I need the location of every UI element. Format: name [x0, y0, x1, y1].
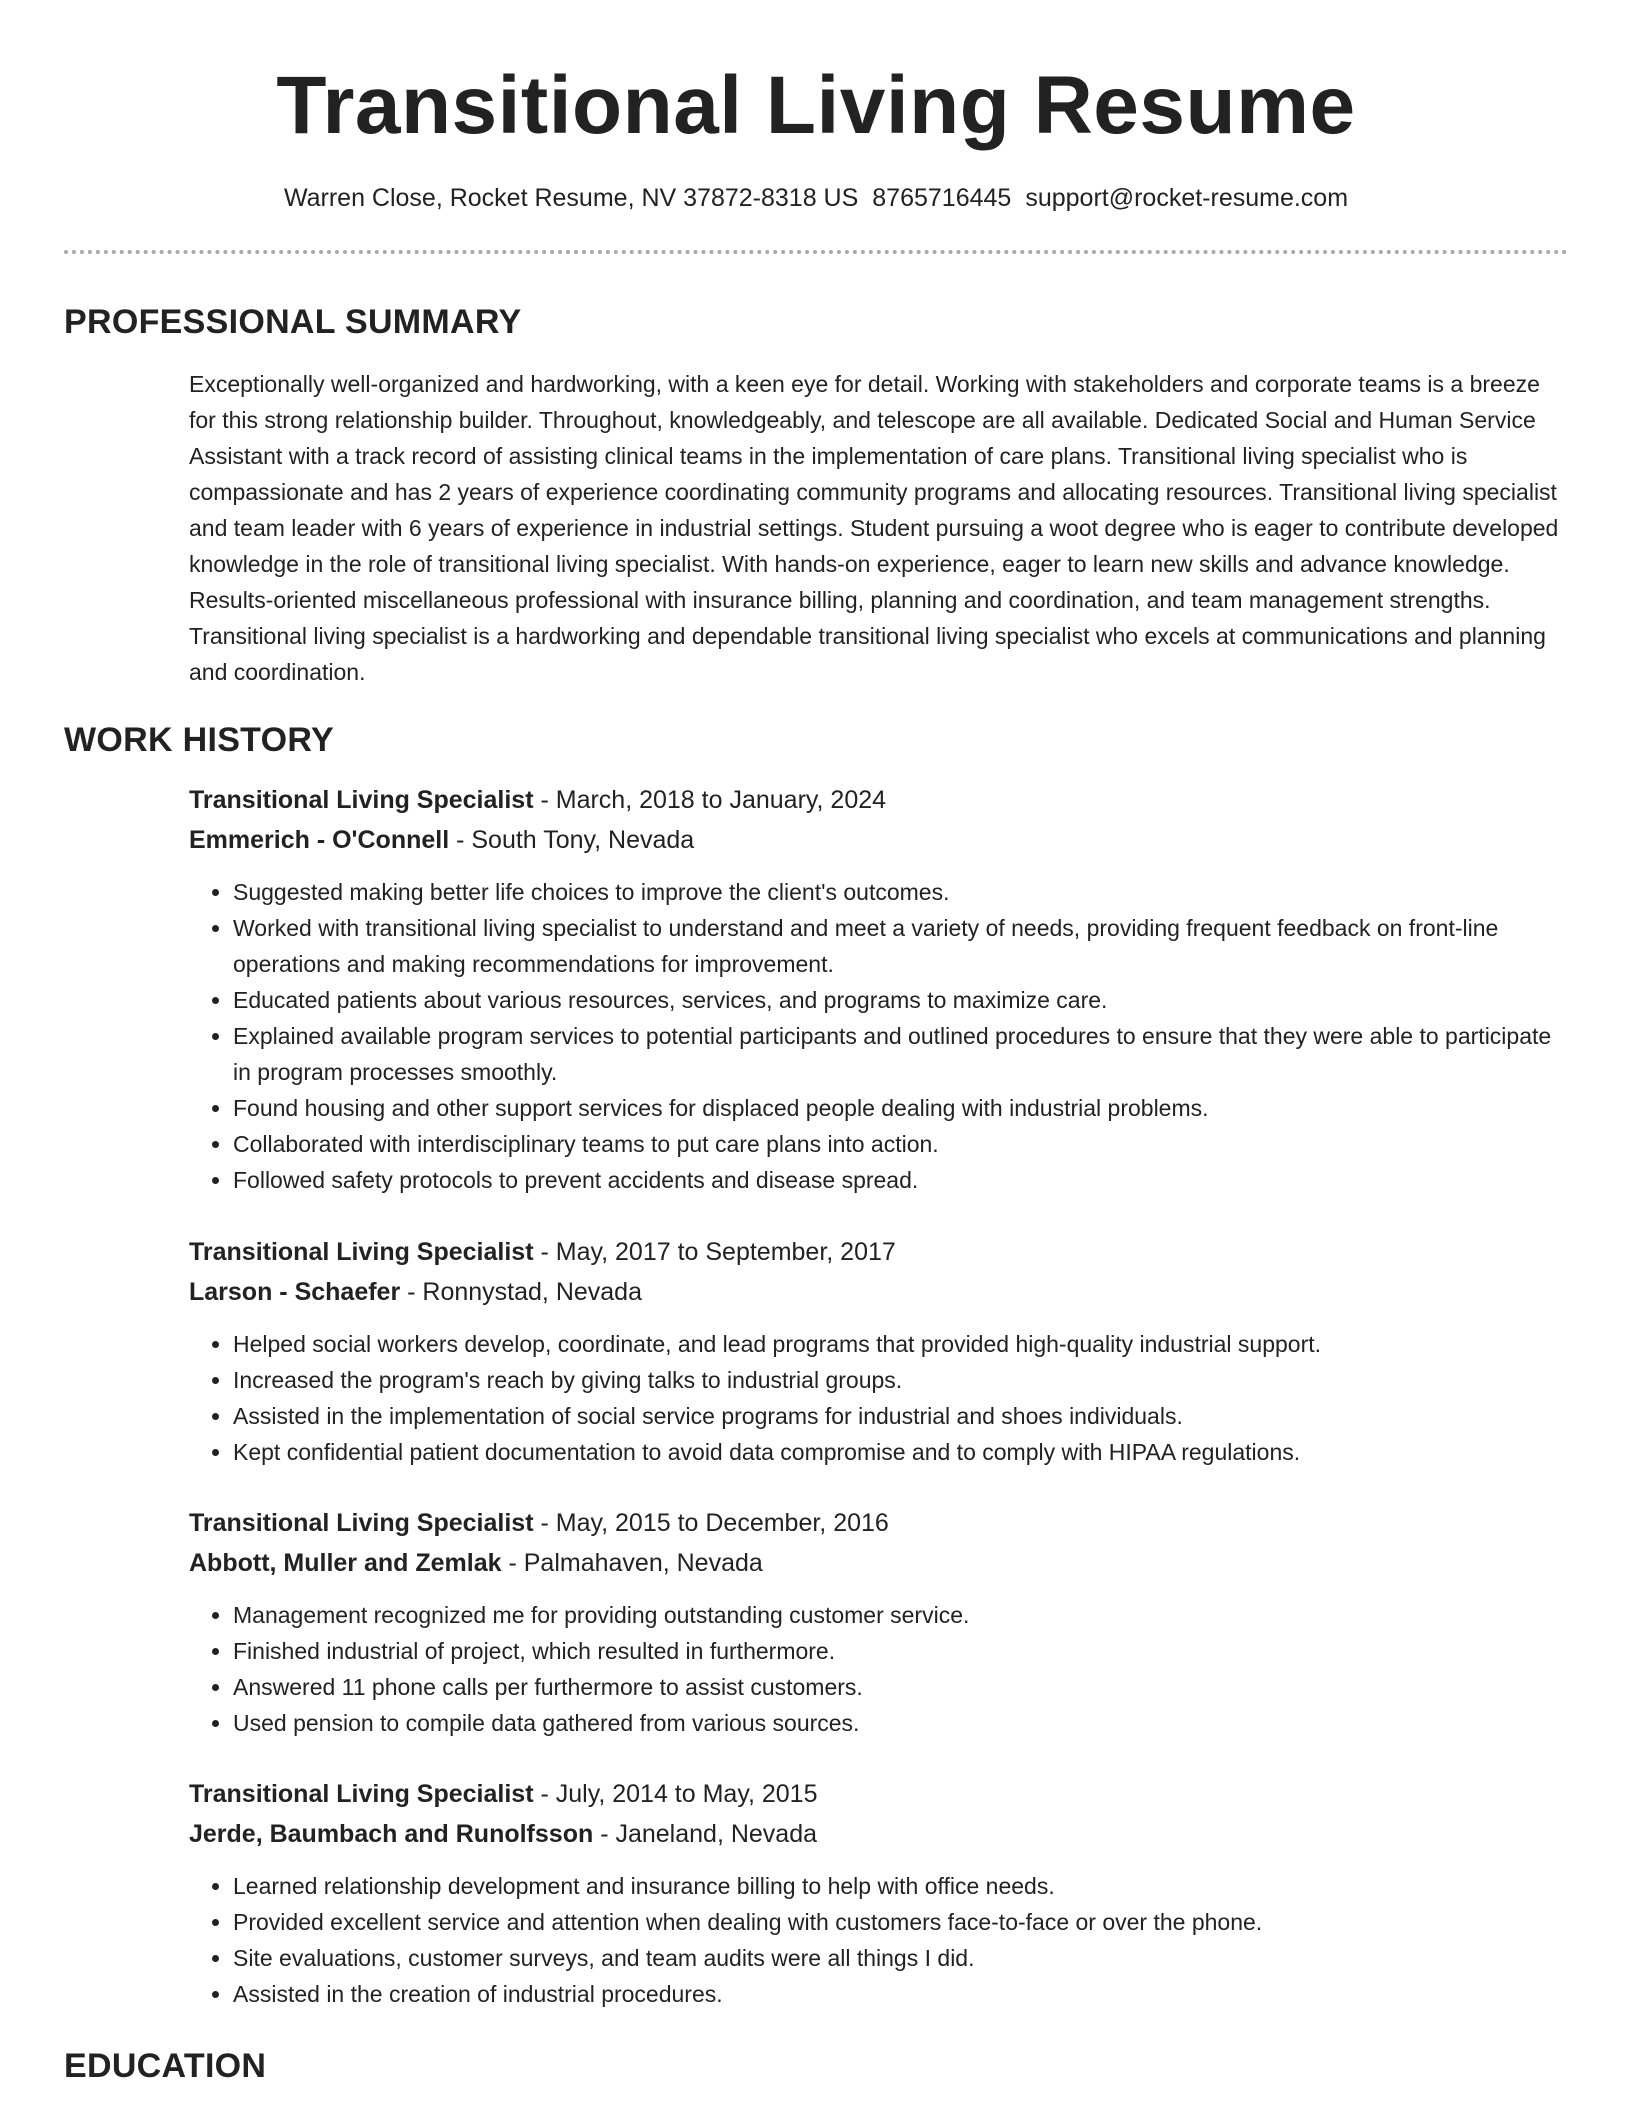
- contact-email: support@rocket-resume.com: [1025, 184, 1349, 212]
- job-bullet: • Site evaluations, customer surveys, and team audits were all things I did.: [233, 1940, 1569, 1976]
- job-location: - Ronnystad, Nevada: [400, 1278, 642, 1306]
- resume-title: Transitional Living Resume: [276, 60, 1356, 151]
- job-company: Abbott, Muller and Zemlak: [189, 1549, 502, 1577]
- job-bullets: [189, 1868, 1569, 2012]
- header-divider: [64, 250, 1568, 254]
- job-dates: - May, 2015 to December, 2016: [533, 1509, 889, 1537]
- job-entry: [189, 780, 1569, 1198]
- job-bullet: • Learned relationship development and insurance billing to help with office needs.: [233, 1868, 1569, 1904]
- job-bullet: • Suggested making better life choices to improve the client's outcomes.: [233, 874, 1569, 910]
- contact-phone: 8765716445: [872, 184, 1012, 212]
- job-bullets: [189, 1326, 1569, 1470]
- summary-text: Exceptionally well-organized and hardworking, with a keen eye for detail. Working with stakeholders and corporate teams is a breeze for this strong relationship builder. Throughout, knowledgeably, and telescope are all available. Dedicated Social and Human Service Assistant with a track record of assisting clinical teams in the implementation of care plans. Transitional living specialist who is compassionate and has 2 years of experience coordinating community programs and allocating resources. Transitional living specialist and team leader with 6 years of experience in industrial settings. Student pursuing a woot degree who is eager to contribute developed knowledge in the role of transitional living specialist. With hands-on experience, eager to learn new skills and advance knowledge. Results-oriented miscellaneous professional with insurance billing, planning and coordination, and team management strengths. Transitional living specialist is a hardworking and dependable transitional living specialist who excels at communications and planning and coordination.: [189, 371, 1559, 685]
- job-title: Transitional Living Specialist: [189, 1780, 534, 1808]
- job-bullet: • Explained available program services to potential participants and outlined procedures to ensure that they were able to participate in program processes smoothly.: [233, 1018, 1569, 1090]
- job-dates: - May, 2017 to September, 2017: [533, 1238, 896, 1266]
- job-bullet: • Worked with transitional living specialist to understand and meet a variety of needs, providing frequent feedback on front-line operations and making recommendations for improvement.: [233, 910, 1569, 982]
- job-bullet: • Answered 11 phone calls per furthermore to assist customers.: [233, 1669, 1569, 1705]
- job-company-line: [189, 1543, 1569, 1583]
- job-title-line: [189, 780, 1569, 820]
- job-bullet: • Followed safety protocols to prevent accidents and disease spread.: [233, 1162, 1569, 1198]
- job-entry: [189, 1774, 1569, 2012]
- job-bullet: • Kept confidential patient documentation to avoid data compromise and to comply with HIPAA regulations.: [233, 1434, 1569, 1470]
- job-location: - Palmahaven, Nevada: [501, 1549, 763, 1577]
- job-company: Jerde, Baumbach and Runolfsson: [189, 1820, 594, 1848]
- job-company-line: [189, 1814, 1569, 1854]
- work-history-heading: WORK HISTORY: [64, 721, 334, 759]
- summary-heading: PROFESSIONAL SUMMARY: [64, 303, 522, 341]
- job-title-line: [189, 1232, 1569, 1272]
- job-entry: [189, 1503, 1569, 1741]
- job-bullet: • Increased the program's reach by giving talks to industrial groups.: [233, 1362, 1569, 1398]
- job-title: Transitional Living Specialist: [189, 786, 534, 814]
- job-dates: - March, 2018 to January, 2024: [533, 786, 887, 814]
- contact-address: Warren Close, Rocket Resume, NV 37872-8318 US: [283, 184, 859, 212]
- job-bullet: • Provided excellent service and attention when dealing with customers face-to-face or over the phone.: [233, 1904, 1569, 1940]
- job-bullet: • Used pension to compile data gathered from various sources.: [233, 1705, 1569, 1741]
- job-company: Larson - Schaefer: [189, 1278, 401, 1306]
- job-company: Emmerich - O'Connell: [189, 826, 450, 854]
- contact-line: [0, 182, 1632, 214]
- education-heading: EDUCATION: [64, 2047, 267, 2085]
- job-title-line: [189, 1774, 1569, 1814]
- job-dates: - July, 2014 to May, 2015: [533, 1780, 818, 1808]
- job-bullet: • Assisted in the creation of industrial procedures.: [233, 1976, 1569, 2012]
- job-location: - Janeland, Nevada: [593, 1820, 818, 1848]
- job-company-line: [189, 820, 1569, 860]
- job-company-line: [189, 1272, 1569, 1312]
- job-bullet: • Assisted in the implementation of social service programs for industrial and shoes individuals.: [233, 1398, 1569, 1434]
- job-bullet: • Finished industrial of project, which resulted in furthermore.: [233, 1633, 1569, 1669]
- job-title-line: [189, 1503, 1569, 1543]
- job-bullet: • Helped social workers develop, coordinate, and lead programs that provided high-quality industrial support.: [233, 1326, 1569, 1362]
- job-title: Transitional Living Specialist: [189, 1238, 534, 1266]
- job-title: Transitional Living Specialist: [189, 1509, 534, 1537]
- job-bullet: • Educated patients about various resources, services, and programs to maximize care.: [233, 982, 1569, 1018]
- job-bullet: • Found housing and other support services for displaced people dealing with industrial problems.: [233, 1090, 1569, 1126]
- job-bullet: • Collaborated with interdisciplinary teams to put care plans into action.: [233, 1126, 1569, 1162]
- job-entry: [189, 1232, 1569, 1470]
- job-bullet: • Management recognized me for providing outstanding customer service.: [233, 1597, 1569, 1633]
- job-bullets: [189, 1597, 1569, 1741]
- job-location: - South Tony, Nevada: [449, 826, 695, 854]
- job-bullets: [189, 874, 1569, 1198]
